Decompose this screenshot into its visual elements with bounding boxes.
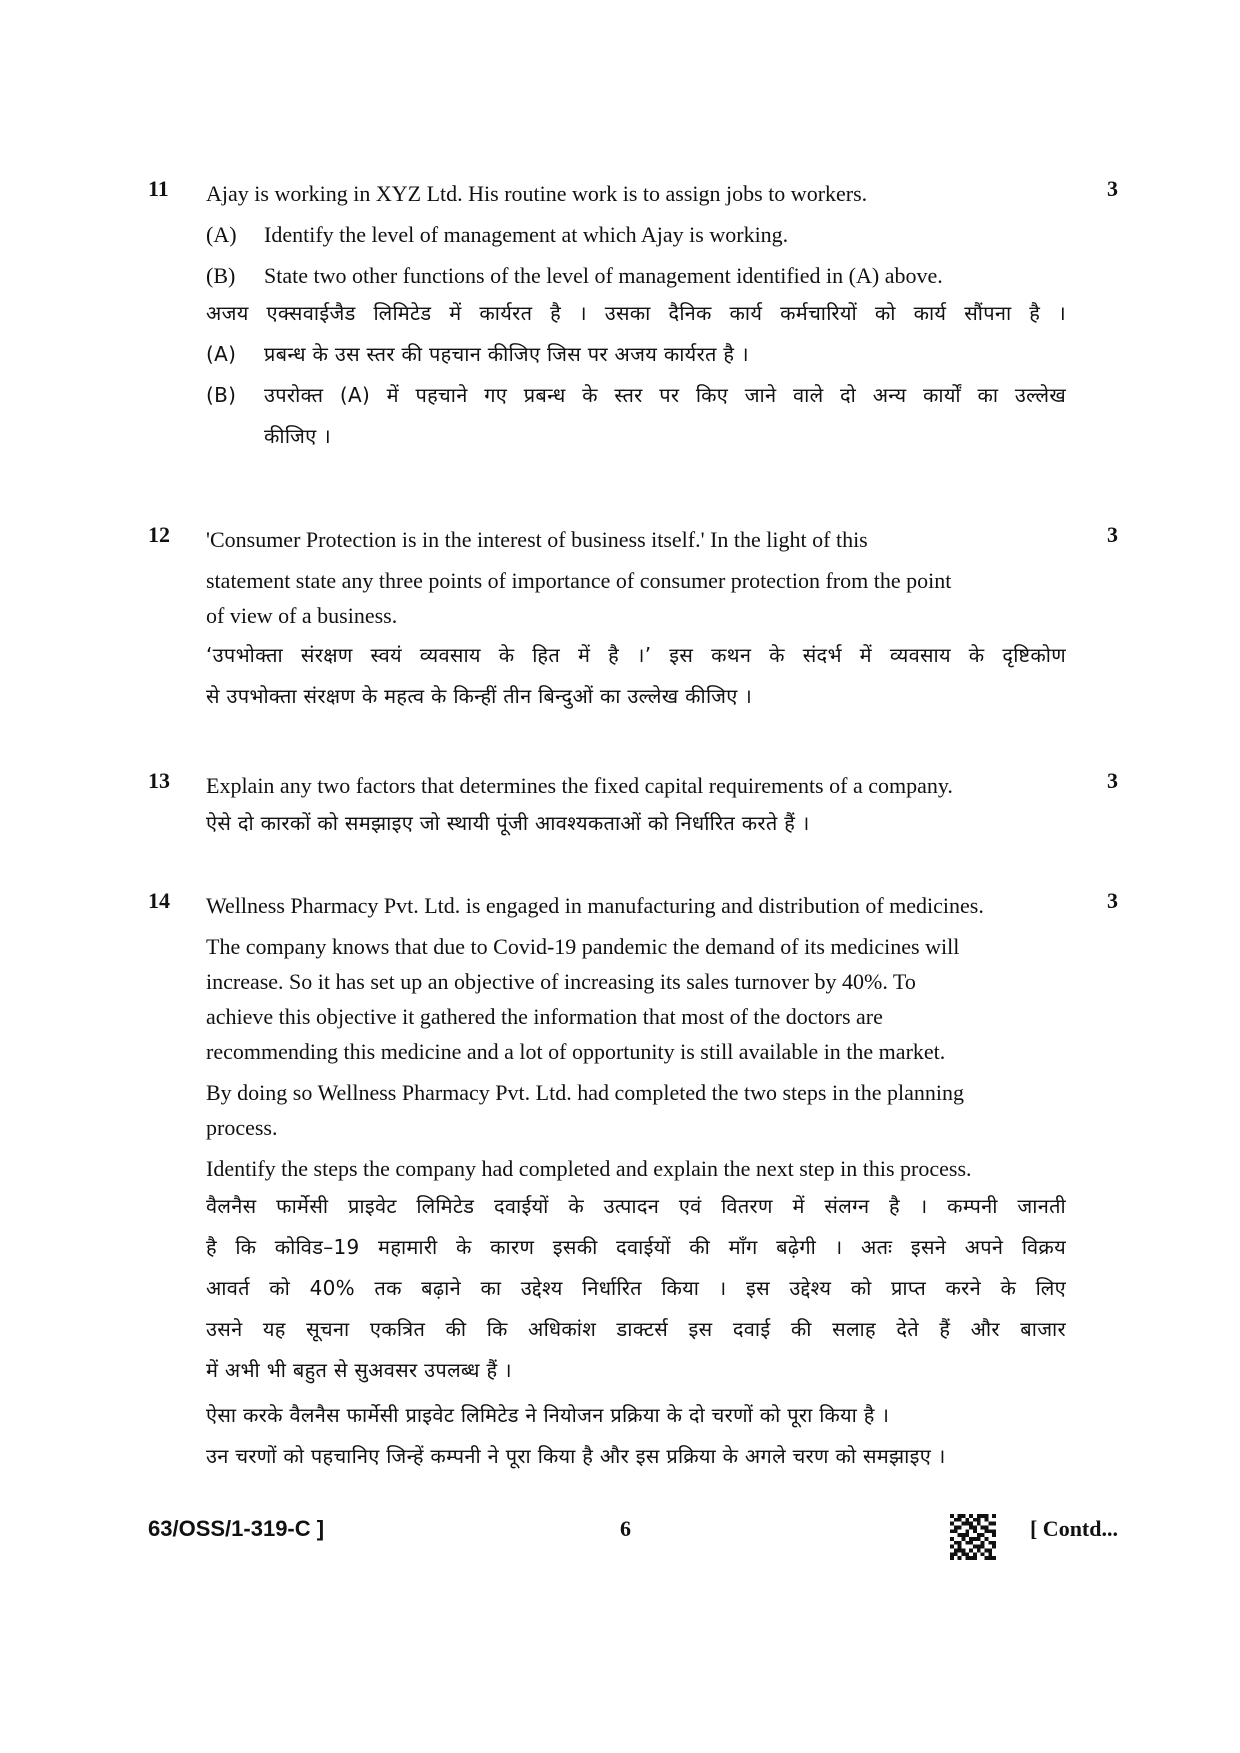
page-number: 6	[620, 1516, 631, 1541]
qr-code-icon	[950, 1514, 996, 1560]
question-marks: 3	[1107, 522, 1118, 547]
question-14	[148, 888, 1128, 1477]
question-marks: 3	[1107, 768, 1118, 793]
question-text-en-line: The company knows that due to Covid-19 pandemic the demand of its medicines will	[206, 934, 960, 959]
continued-label: [ Contd...	[1029, 1516, 1118, 1541]
question-text-en-line: achieve this objective it gathered the information that most of the doctors are	[206, 1004, 883, 1029]
question-text-hi-line: आवर्त को 40% तक बढ़ाने का उद्देश्य निर्धारित किया । इस उद्देश्य को प्राप्त करने के लिए	[206, 1276, 1066, 1300]
question-number: 11	[148, 176, 169, 201]
question-text-hi-line: उसने यह सूचना एकत्रित की कि अधिकांश डाक्टर्स इस दवाई की सलाह देते हैं और बाजार	[206, 1317, 1066, 1341]
question-marks: 3	[1107, 888, 1118, 913]
sub-question-b-hi-cont	[206, 416, 1066, 457]
sub-text: उपरोक्त (A) में पहचाने गए प्रबन्ध के स्तर पर किए जाने वाले दो अन्य कार्यों का उल्लेख	[264, 383, 1066, 407]
question-number: 13	[148, 768, 170, 793]
sub-label: (A)	[206, 342, 237, 366]
question-text-hi-line: वैलनैस फार्मेसी प्राइवेट लिमिटेड दवाईयों के उत्पादन एवं वितरण में संलग्न है । कम्पनी जानती	[206, 1194, 1066, 1218]
question-text-en-line: Wellness Pharmacy Pvt. Ltd. is engaged in manufacturing and distribution of medicines.	[206, 893, 984, 918]
sub-question-a-hi	[206, 334, 1066, 375]
question-number: 14	[148, 888, 170, 913]
question-11	[148, 176, 1128, 457]
sub-text: कीजिए ।	[264, 424, 332, 448]
question-text-hi: ऐसे दो कारकों को समझाइए जो स्थायी पूंजी आवश्यकताओं को निर्धारित करते हैं ।	[206, 811, 810, 835]
question-text-hi-line: ऐसा करके वैलनैस फार्मेसी प्राइवेट लिमिटेड ने नियोजन प्रक्रिया के दो चरणों को पूरा किया है ।	[206, 1403, 890, 1427]
sub-question-b-en	[206, 258, 1066, 293]
question-text-en-line: recommending this medicine and a lot of opportunity is still available in the market.	[206, 1039, 946, 1064]
question-text-en-line: By doing so Wellness Pharmacy Pvt. Ltd. had completed the two steps in the planning	[206, 1080, 964, 1105]
sub-label: (B)	[206, 263, 236, 288]
question-13	[148, 768, 1128, 844]
paper-code: 63/OSS/1-319-C ]	[148, 1516, 325, 1541]
sub-label: (A)	[206, 222, 237, 247]
question-text-en-line: statement state any three points of importance of consumer protection from the point	[206, 568, 952, 593]
question-text-hi-line: उन चरणों को पहचानिए जिन्हें कम्पनी ने पूरा किया है और इस प्रक्रिया के अगले चरण को समझाइए ।	[206, 1444, 946, 1468]
question-text-hi-line: है कि कोविड–19 महामारी के कारण इसकी दवाईयों की माँग बढ़ेगी । अतः इसने अपने विक्रय	[206, 1235, 1066, 1259]
sub-question-a-en	[206, 217, 1066, 252]
question-text-hi-line: ‘उपभोक्ता संरक्षण स्वयं व्यवसाय के हित में है ।’ इस कथन के संदर्भ में व्यवसाय के दृष्टिकोण	[206, 643, 1066, 667]
question-text-hi: अजय एक्सवाईजैड लिमिटेड में कार्यरत है । उसका दैनिक कार्य कर्मचारियों को कार्य सौंपना है ।	[206, 301, 1066, 325]
sub-text: प्रबन्ध के उस स्तर की पहचान कीजिए जिस पर अजय कार्यरत है ।	[264, 342, 749, 366]
question-text-en-line: process.	[206, 1115, 278, 1140]
page-footer	[148, 1516, 1128, 1556]
question-text-en-line: 'Consumer Protection is in the interest of business itself.' In the light of this	[206, 527, 868, 552]
question-text-en-line: of view of a business.	[206, 603, 398, 628]
question-text-en-line: Identify the steps the company had completed and explain the next step in this process.	[206, 1156, 972, 1181]
sub-text: State two other functions of the level of management identified in (A) above.	[264, 263, 943, 288]
question-text-hi-line: में अभी भी बहुत से सुअवसर उपलब्ध हैं ।	[206, 1358, 512, 1382]
sub-question-b-hi	[206, 375, 1066, 416]
question-number: 12	[148, 522, 170, 547]
question-text-en-line: increase. So it has set up an objective of increasing its sales turnover by 40%. To	[206, 969, 916, 994]
question-text-hi-line: से उपभोक्ता संरक्षण के महत्व के किन्हीं तीन बिन्दुओं का उल्लेख कीजिए ।	[206, 684, 753, 708]
question-12	[148, 522, 1128, 717]
question-text-en: Ajay is working in XYZ Ltd. His routine work is to assign jobs to workers.	[206, 181, 868, 206]
question-text-en: Explain any two factors that determines the fixed capital requirements of a company.	[206, 773, 953, 798]
sub-label: (B)	[206, 383, 237, 407]
sub-text: Identify the level of management at which Ajay is working.	[264, 222, 789, 247]
question-marks: 3	[1107, 176, 1118, 201]
